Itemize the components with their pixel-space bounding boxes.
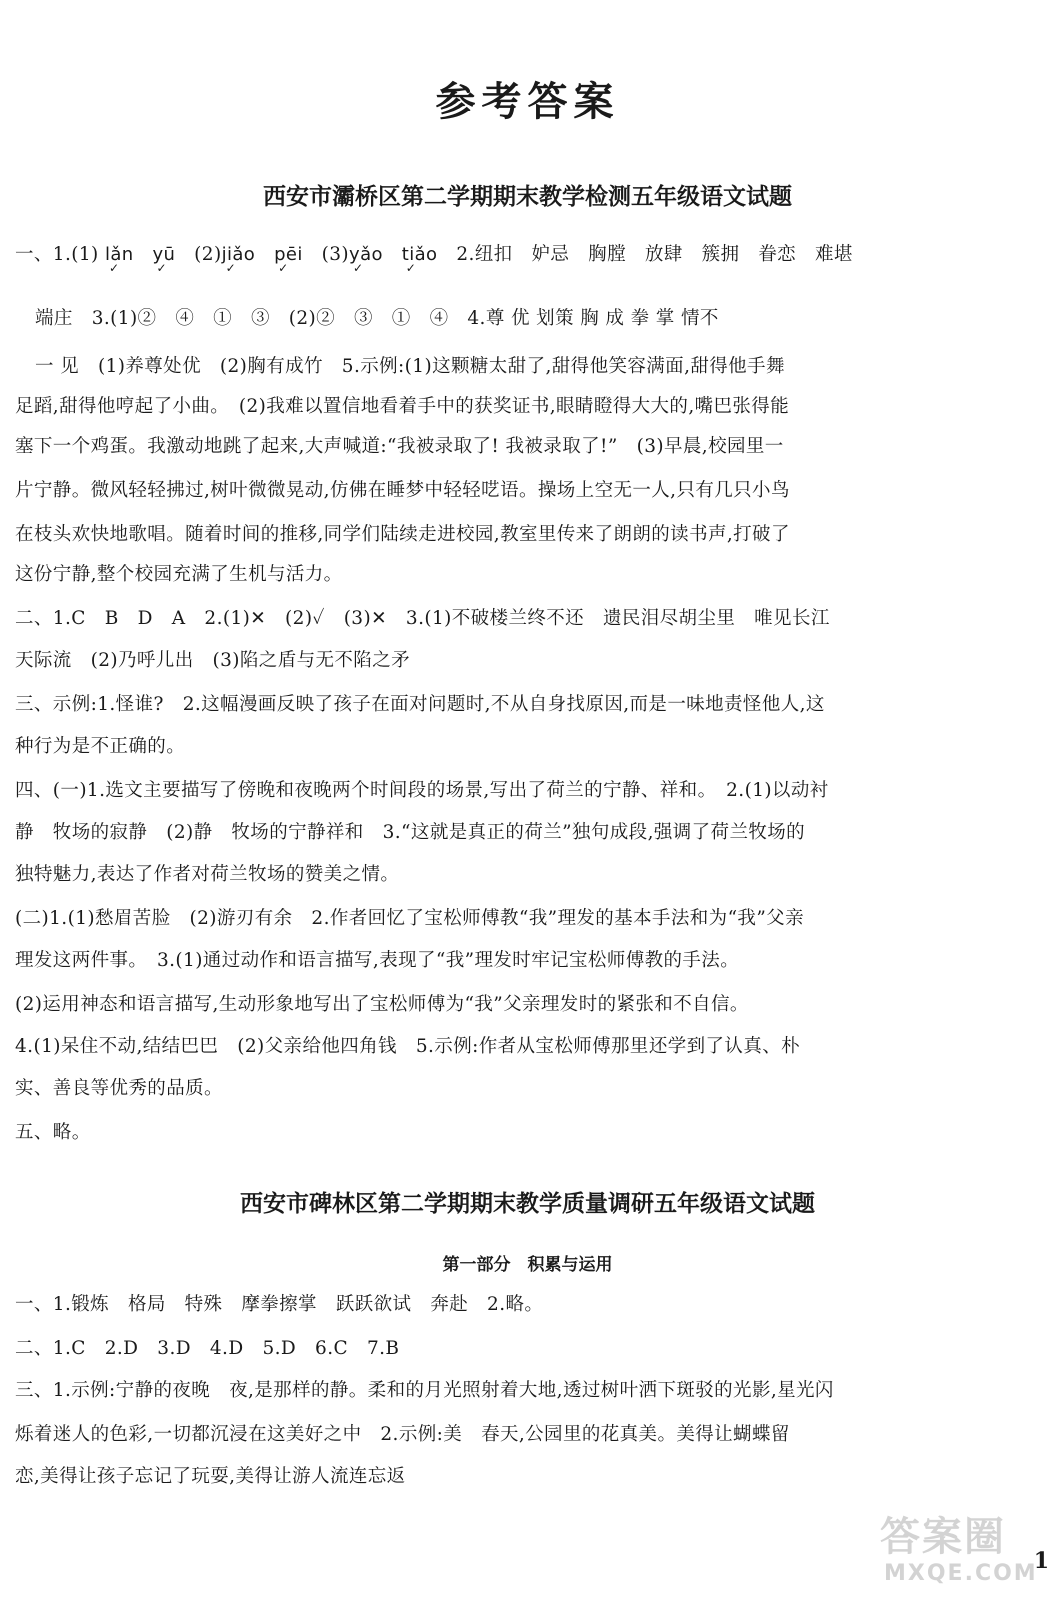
- answer-line: 一、1.锻炼 格局 特殊 摩拳擦掌 跃跃欲试 奔赴 2.略。: [15, 1294, 544, 1315]
- answer-line: 三、示例:1.怪谁? 2.这幅漫画反映了孩子在面对问题时,不从自身找原因,而是一味地责怪他人,这: [15, 694, 825, 715]
- answer-line: 这份宁静,整个校园充满了生机与活力。: [15, 564, 343, 585]
- pinyin-4: pēi ✓: [274, 244, 303, 275]
- answer-line: (二)1.(1)愁眉苦脸 (2)游刃有余 2.作者回忆了宝松师傅教“我”理发的基本手法和为“我”父亲: [15, 908, 804, 929]
- answer-line-1: 一、1.(1) lǎn ✓ yū ✓ (2)jiǎo ✓ pēi ✓ (3)yǎo ✓ tiǎo ✓ 2.纽扣 妒忌 胸膛 放肆 簇拥 眷恋 难堪: [15, 244, 853, 275]
- answer-line: 实、善良等优秀的品质。: [15, 1078, 223, 1099]
- answer-line: 二、1.C 2.D 3.D 4.D 5.D 6.C 7.B: [15, 1338, 400, 1359]
- answer-line: 4.(1)呆住不动,结结巴巴 (2)父亲给他四角钱 5.示例:作者从宝松师傅那里还学到了认真、朴: [15, 1036, 801, 1057]
- answer-line: 烁着迷人的色彩,一切都沉浸在这美好之中 2.示例:美 春天,公园里的花真美。美得让蝴蝶留: [15, 1424, 790, 1445]
- answer-line: 静 牧场的寂静 (2)静 牧场的宁静祥和 3.“这就是真正的荷兰”独句成段,强调了荷兰牧场的: [15, 822, 806, 843]
- section2-subtitle: 第一部分 积累与运用: [442, 1255, 613, 1275]
- answer-line: 恋,美得让孩子忘记了玩耍,美得让游人流连忘返: [15, 1466, 406, 1487]
- pinyin-3: jiǎo ✓: [221, 244, 256, 275]
- page-title: 参考答案: [435, 78, 620, 125]
- answer-line: 在枝头欢快地歌唱。随着时间的推移,同学们陆续走进校园,教室里传来了朗朗的读书声,打破了: [15, 524, 790, 545]
- answer-line: 种行为是不正确的。: [15, 736, 186, 757]
- pinyin-2: yū ✓: [152, 244, 176, 275]
- section1-title: 西安市灞桥区第二学期期末教学检测五年级语文试题: [263, 184, 792, 210]
- answer-line: 五、略。: [15, 1122, 91, 1143]
- answer-line: 天际流 (2)乃呼儿出 (3)陷之盾与无不陷之矛: [15, 650, 411, 671]
- answer-line: 足蹈,甜得他哼起了小曲。 (2)我难以置信地看着手中的获奖证书,眼睛瞪得大大的,嘴巴张得能: [15, 396, 790, 417]
- watermark-text-bottom: MXQE.COM: [884, 1561, 1038, 1586]
- pinyin-5: yǎo ✓: [349, 244, 383, 275]
- answer-line: 二、1.C B D A 2.(1)✕ (2)✓ (3)✕ 3.(1)不破楼兰终不还 遗民泪尽胡尘里 唯见长江: [15, 608, 830, 629]
- answer-line: 片宁静。微风轻轻拂过,树叶微微晃动,仿佛在睡梦中轻轻呓语。操场上空无一人,只有几只小鸟: [15, 480, 790, 501]
- answer-line: 塞下一个鸡蛋。我激动地跳了起来,大声喊道:“我被录取了! 我被录取了!” (3)早晨,校园里一: [15, 436, 784, 457]
- answer-line: (2)运用神态和语言描写,生动形象地写出了宝松师傅为“我”父亲理发时的紧张和不自信。: [15, 994, 749, 1015]
- answer-line: 一 见 (1)养尊处优 (2)胸有成竹 5.示例:(1)这颗糖太甜了,甜得他笑容满面,甜得他手舞: [35, 356, 785, 377]
- answer-line: 端庄 3.(1)② ④ ① ③ (2)② ③ ① ④ 4.尊 优 划策 胸 成 拳 掌 情不: [35, 308, 719, 329]
- answer-line: 三、1.示例:宁静的夜晚 夜,是那样的静。柔和的月光照射着大地,透过树叶洒下斑驳的光影,星光闪: [15, 1380, 834, 1401]
- page-number: 1: [1033, 1548, 1049, 1574]
- answer-line: 独特魅力,表达了作者对荷兰牧场的赞美之情。: [15, 864, 400, 885]
- watermark-text-top: 答案圈: [880, 1513, 1006, 1560]
- pinyin-1: lǎn ✓: [104, 244, 134, 275]
- section2-title: 西安市碑林区第二学期期末教学质量调研五年级语文试题: [240, 1191, 815, 1217]
- watermark-logo: [880, 1505, 1038, 1595]
- answer-line: 理发这两件事。 3.(1)通过动作和语言描写,表现了“我”理发时牢记宝松师傅教的手法。: [15, 950, 740, 971]
- answer-line: 四、(一)1.选文主要描写了傍晚和夜晚两个时间段的场景,写出了荷兰的宁静、祥和。 2.(1)以动衬: [15, 780, 829, 801]
- pinyin-6: tiǎo ✓: [401, 244, 438, 275]
